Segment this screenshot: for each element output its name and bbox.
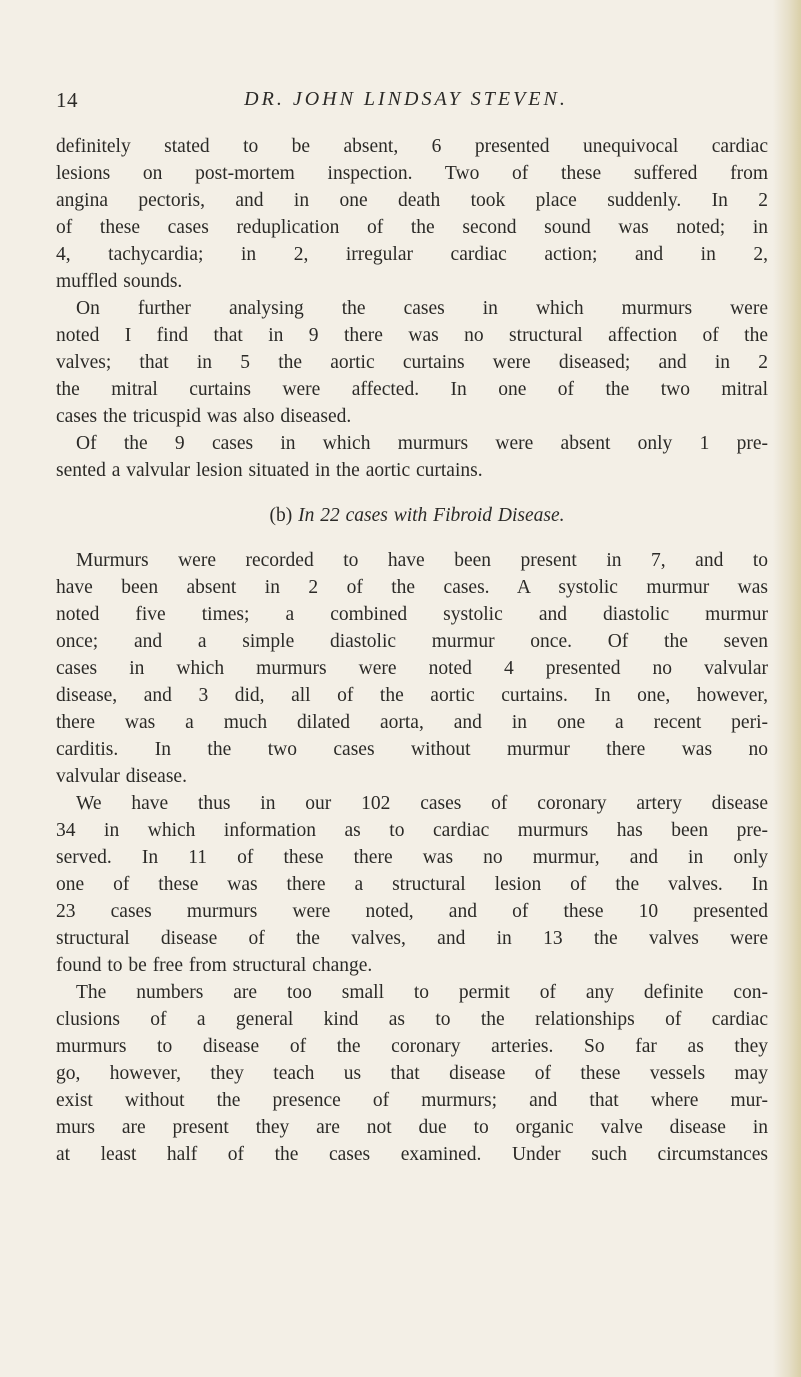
text-line: We have thus in our 102 cases of coronary artery disease (76, 793, 768, 814)
text-line: exist without the presence of murmurs; and that where mur- (56, 1090, 768, 1111)
section-gap (56, 484, 768, 502)
text-line: of these cases reduplication of the second sound was noted; in (56, 217, 768, 238)
text-line: 34 in which information as to cardiac murmurs has been pre- (56, 820, 768, 841)
text-line: 23 cases murmurs were noted, and of these 10 presented (56, 901, 768, 922)
running-head (56, 88, 756, 118)
body-text (56, 133, 768, 1168)
section-b-paragraphs (56, 547, 768, 1168)
subheading-label: (b) (269, 505, 293, 526)
text-line: clusions of a general kind as to the relationships of cardiac (56, 1009, 768, 1030)
text-line: sented a valvular lesion situated in the aortic curtains. (56, 460, 483, 481)
text-line: there was a much dilated aorta, and in one a recent peri- (56, 712, 768, 733)
section-gap (56, 529, 768, 547)
text-line: murs are present they are not due to organic valve disease in (56, 1117, 768, 1138)
text-line: muffled sounds. (56, 271, 183, 292)
text-line: On further analysing the cases in which murmurs were (76, 298, 768, 319)
text-line: The numbers are too small to permit of any definite con- (76, 982, 768, 1003)
text-line: Of the 9 cases in which murmurs were absent only 1 pre- (76, 433, 768, 454)
section-a-paragraphs (56, 133, 768, 484)
text-line: once; and a simple diastolic murmur once. Of the seven (56, 631, 768, 652)
text-line: go, however, they teach us that disease of these vessels may (56, 1063, 768, 1084)
text-line: angina pectoris, and in one death took place suddenly. In 2 (56, 190, 768, 211)
text-line: definitely stated to be absent, 6 presented unequivocal cardiac (56, 136, 768, 157)
text-line: noted five times; a combined systolic and diastolic murmur (56, 604, 768, 625)
text-line: murmurs to disease of the coronary arteries. So far as they (56, 1036, 768, 1057)
text-line: have been absent in 2 of the cases. A systolic murmur was (56, 577, 768, 598)
text-line: structural disease of the valves, and in 13 the valves were (56, 928, 768, 949)
text-line: noted I find that in 9 there was no structural affection of the (56, 325, 768, 346)
text-line: one of these was there a structural lesion of the valves. In (56, 874, 768, 895)
subheading-title: In 22 cases with Fibroid Disease. (298, 505, 565, 526)
text-line: cases the tricuspid was also diseased. (56, 406, 352, 427)
section-subheading (56, 502, 768, 529)
running-title: DR. JOHN LINDSAY STEVEN. (244, 88, 568, 110)
text-line: lesions on post-mortem inspection. Two of these suffered from (56, 163, 768, 184)
text-line: served. In 11 of these there was no murmur, and in only (56, 847, 768, 868)
page-edge-shadow (773, 0, 801, 1377)
text-line: 4, tachycardia; in 2, irregular cardiac action; and in 2, (56, 244, 768, 265)
text-line: at least half of the cases examined. Under such circumstances (56, 1144, 768, 1165)
page-number: 14 (56, 88, 78, 112)
text-line: disease, and 3 did, all of the aortic curtains. In one, however, (56, 685, 768, 706)
text-line: found to be free from structural change. (56, 955, 373, 976)
text-line: Murmurs were recorded to have been present in 7, and to (76, 550, 768, 571)
text-line: valves; that in 5 the aortic curtains were diseased; and in 2 (56, 352, 768, 373)
text-line: cases in which murmurs were noted 4 presented no valvular (56, 658, 768, 679)
text-line: valvular disease. (56, 766, 187, 787)
text-line: carditis. In the two cases without murmur there was no (56, 739, 768, 760)
text-line: the mitral curtains were affected. In one of the two mitral (56, 379, 768, 400)
